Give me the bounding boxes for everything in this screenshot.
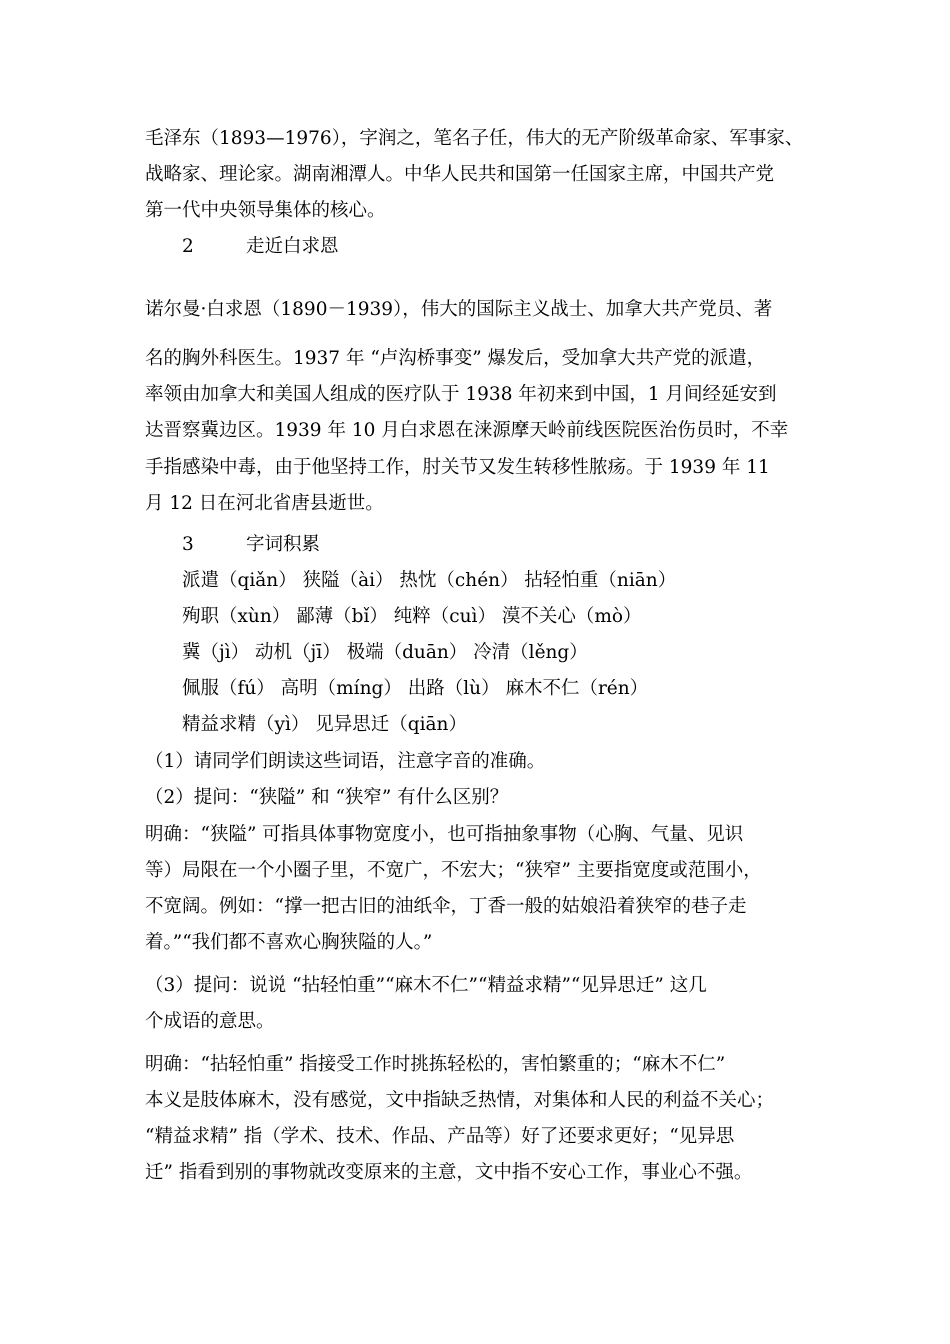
- section-number: 2: [182, 236, 194, 257]
- text-line: 第一代中央领导集体的核心。: [145, 200, 386, 221]
- text-line: 达晋察冀边区。1939 年 10 月白求恩在涞源摩天岭前线医院医治伤员时，不幸: [145, 420, 789, 441]
- text-line: 毛泽东（1893—1976），字润之，笔名子任，伟大的无产阶级革命家、军事家、: [145, 128, 804, 149]
- question-2: （2）提问：“狭隘” 和 “狭窄” 有什么区别？: [145, 787, 509, 808]
- vocab-line: 殉职（xùn） 鄙薄（bǐ） 纯粹（cuì） 漠不关心（mò）: [182, 606, 642, 627]
- text-line: 本义是肢体麻木，没有感觉，文中指缺乏热情，对集体和人民的利益不关心；: [145, 1090, 775, 1111]
- question-1: （1）请同学们朗读这些词语，注意字音的准确。: [145, 751, 546, 772]
- text-line: 战略家、理论家。湖南湘潭人。中华人民共和国第一任国家主席，中国共产党: [145, 164, 775, 185]
- text-line: 月 12 日在河北省唐县逝世。: [145, 493, 384, 514]
- vocab-line: 精益求精（yì） 见异思迁（qiān）: [182, 714, 467, 735]
- text-line: 不宽阔。例如：“撑一把古旧的油纸伞，丁香一般的姑娘沿着狭窄的巷子走: [145, 896, 747, 917]
- text-line: 名的胸外科医生。1937 年 “卢沟桥事变” 爆发后，受加拿大共产党的派遣，: [145, 348, 766, 369]
- section-title: 走近白求恩: [246, 236, 339, 257]
- text-line: “精益求精” 指（学术、技术、作品、产品等）好了还要求更好；“见异思: [145, 1126, 735, 1147]
- section-heading-3: [182, 532, 320, 558]
- vocab-line: 佩服（fú） 高明（míng） 出路（lù） 麻木不仁（rén）: [182, 678, 649, 699]
- text-line: 迁” 指看到别的事物就改变原来的主意，文中指不安心工作，事业心不强。: [145, 1162, 753, 1183]
- text-line: 明确：“拈轻怕重” 指接受工作时挑拣轻松的，害怕繁重的；“麻木不仁”: [145, 1054, 726, 1075]
- text-line: （3）提问：说说 “拈轻怕重”“麻木不仁”“精益求精”“见异思迁” 这几: [145, 975, 707, 996]
- vocab-line: 派遣（qiǎn） 狭隘（ài） 热忱（chén） 拈轻怕重（niān）: [182, 570, 677, 591]
- text-line: 着。”“我们都不喜欢心胸狭隘的人。”: [145, 932, 433, 953]
- vocab-line: 冀（jì） 动机（jī） 极端（duān） 冷清（lěng）: [182, 642, 588, 663]
- text-line: 个成语的意思。: [145, 1011, 275, 1032]
- text-line: 等）局限在一个小圈子里，不宽广，不宏大；“狭窄” 主要指宽度或范围小，: [145, 860, 762, 881]
- text-line: 手指感染中毒，由于他坚持工作，肘关节又发生转移性脓疡。于 1939 年 11: [145, 457, 770, 478]
- text-line: 率领由加拿大和美国人组成的医疗队于 1938 年初来到中国，1 月间经延安到: [145, 384, 777, 405]
- text-line: 诺尔曼·白求恩（1890－1939），伟大的国际主义战士、加拿大共产党员、著: [145, 299, 773, 320]
- text-line: 明确：“狭隘” 可指具体事物宽度小，也可指抽象事物（心胸、气量、见识: [145, 824, 744, 845]
- section-title: 字词积累: [246, 534, 321, 555]
- section-heading-2: [182, 234, 339, 260]
- section-number: 3: [182, 534, 194, 555]
